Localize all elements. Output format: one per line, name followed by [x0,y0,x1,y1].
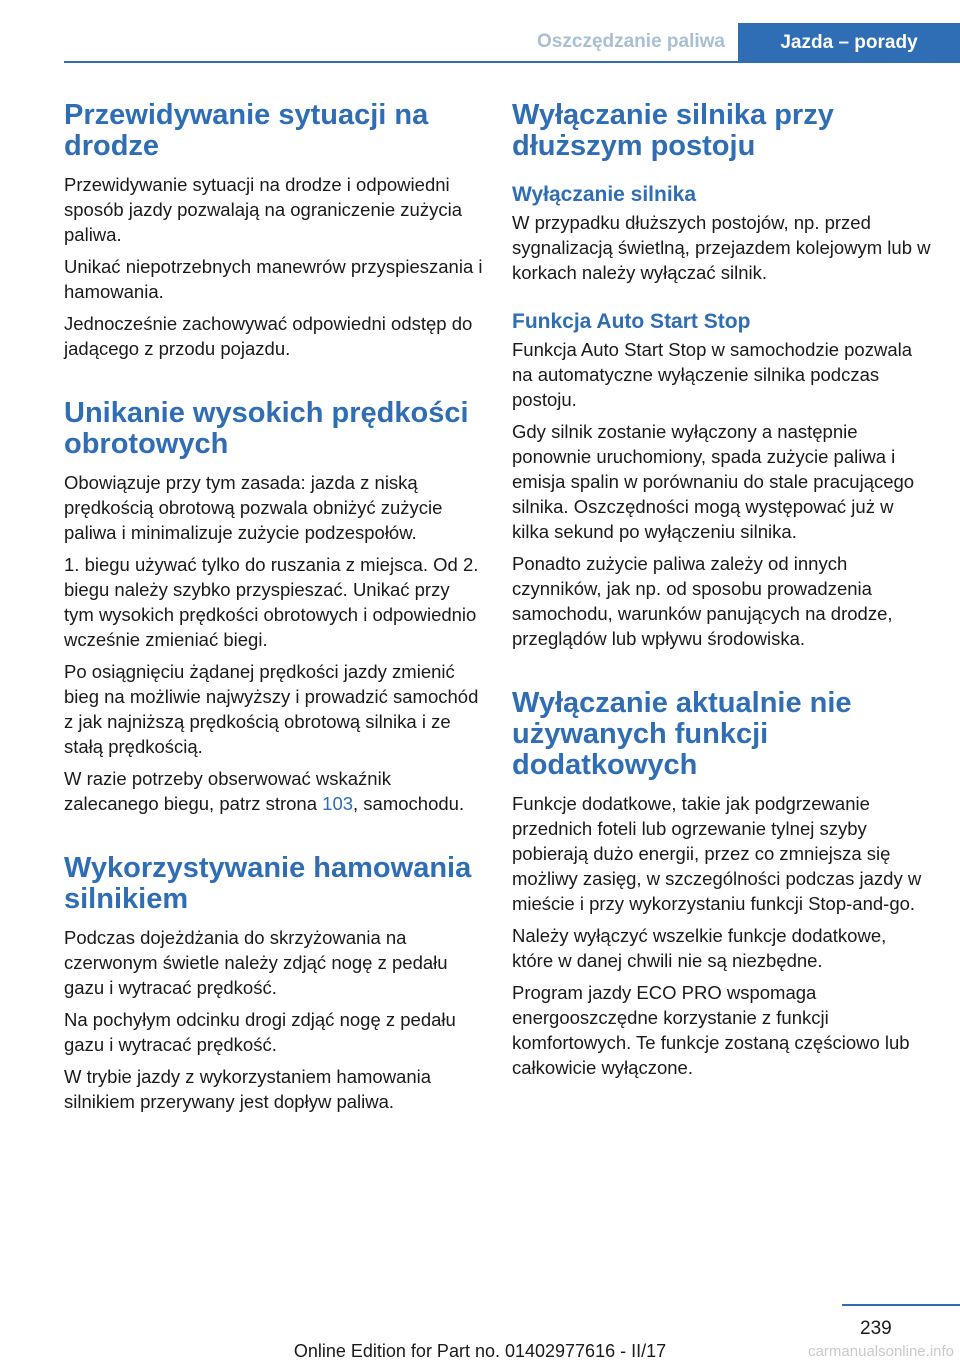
page-reference-link[interactable]: 103 [322,793,354,814]
paragraph-text: W razie potrzeby obserwować wskaźnik zalecanego biegu, patrz strona [64,768,391,814]
paragraph-text: , samochodu. [353,793,465,814]
edition-footer: Online Edition for Part no. 01402977616 - II/17 [293,1341,667,1361]
section-title: Oszczędzanie paliwa [537,31,725,52]
paragraph: Po osiągnięciu żądanej prędkości jazdy zmienić bieg na możliwie najwyższy i prowadzić samochód z jak najniższą prędkością obrotową silnika i ze stałą prędkością. [64,661,479,757]
heading-avoid-high-rpm: Unikanie wysokich prędkości obrotowych [64,397,469,460]
page-number: 239 [860,1318,892,1339]
paragraph: Obowiązuje przy tym zasada: jazda z niską prędkością obrotową pozwala obniżyć zużycie paliwa i minimalizuje zużycie podzespołów. [64,472,443,543]
chapter-tab: Jazda – porady [738,23,960,62]
paragraph: Funkcje dodatkowe, takie jak podgrzewanie przednich foteli lub ogrzewanie tylnej szyby pobierają dużo energii, przez co zmniejsza się możliwy zasięg, w szczególności podczas jazdy w mieście i przy wykorzystaniu funkcji Stop-and-go. [512,793,922,914]
heading-anticipation: Przewidywanie sytuacji na drodze [64,99,429,162]
paragraph: Przewidywanie sytuacji na drodze i odpowiedni sposób jazdy pozwalają na ograniczenie zużycia paliwa. [64,174,462,245]
subheading-engine-off: Wyłączanie silnika [512,183,697,206]
paragraph: Na pochyłym odcinku drogi zdjąć nogę z pedału gazu i wytracać prędkość. [64,1009,456,1055]
subheading-auto-start-stop: Funkcja Auto Start Stop [512,310,751,333]
watermark: carmanualsonline.info [808,1343,954,1360]
heading-engine-off: Wyłączanie silnika przy dłuższym postoju [512,99,834,162]
paragraph: Gdy silnik zostanie wyłączony a następnie ponownie uruchomiony, spada zużycie paliwa i emisja spalin w porównaniu do stale pracującego silnika. Oszczędności mogą występować już w kilka sekund po wyłączeniu silnika. [512,421,915,542]
left-column [64,100,484,1121]
header-divider [64,61,960,63]
paragraph: Unikać niepotrzebnych manewrów przyspieszania i hamowania. [64,256,483,302]
paragraph: Jednocześnie zachowywać odpowiedni odstęp do jadącego z przodu pojazdu. [64,313,473,359]
page-header [0,0,960,62]
right-column [512,100,932,1087]
paragraph: Funkcja Auto Start Stop w samochodzie pozwala na automatyczne wyłączenie silnika podczas postoju. [512,339,913,410]
heading-engine-braking: Wykorzystywanie hamowania silnikiem [64,852,472,915]
paragraph: Należy wyłączyć wszelkie funkcje dodatkowe, które w danej chwili nie są niezbędne. [512,925,887,971]
paragraph: Program jazdy ECO PRO wspomaga energooszczędne korzystanie z funkcji komfortowych. Te funkcje zostaną częściowo lub całkowicie wyłączone. [512,982,910,1078]
paragraph-with-link [64,766,484,816]
paragraph: 1. biegu używać tylko do ruszania z miejsca. Od 2. biegu należy szybko przyspieszać. Unikać przy tym wysokich prędkości obrotowych i odpowiednio wcześnie zmieniać biegi. [64,554,479,650]
footer-divider [842,1304,960,1306]
heading-extra-functions: Wyłączanie aktualnie nie używanych funkcji dodatkowych [512,687,852,781]
paragraph: Ponadto zużycie paliwa zależy od innych czynników, jak np. od sposobu prowadzenia samochodu, warunków panujących na drodze, przeglądów lub wpływu środowiska. [512,553,893,649]
paragraph: Podczas dojeżdżania do skrzyżowania na czerwonym świetle należy zdjąć nogę z pedału gazu i wytracać prędkość. [64,927,448,998]
paragraph: W przypadku dłuższych postojów, np. przed sygnalizacją świetlną, przejazdem kolejowym lub w korkach należy wyłączać silnik. [512,212,931,283]
paragraph: W trybie jazdy z wykorzystaniem hamowania silnikiem przerywany jest dopływ paliwa. [64,1066,432,1112]
